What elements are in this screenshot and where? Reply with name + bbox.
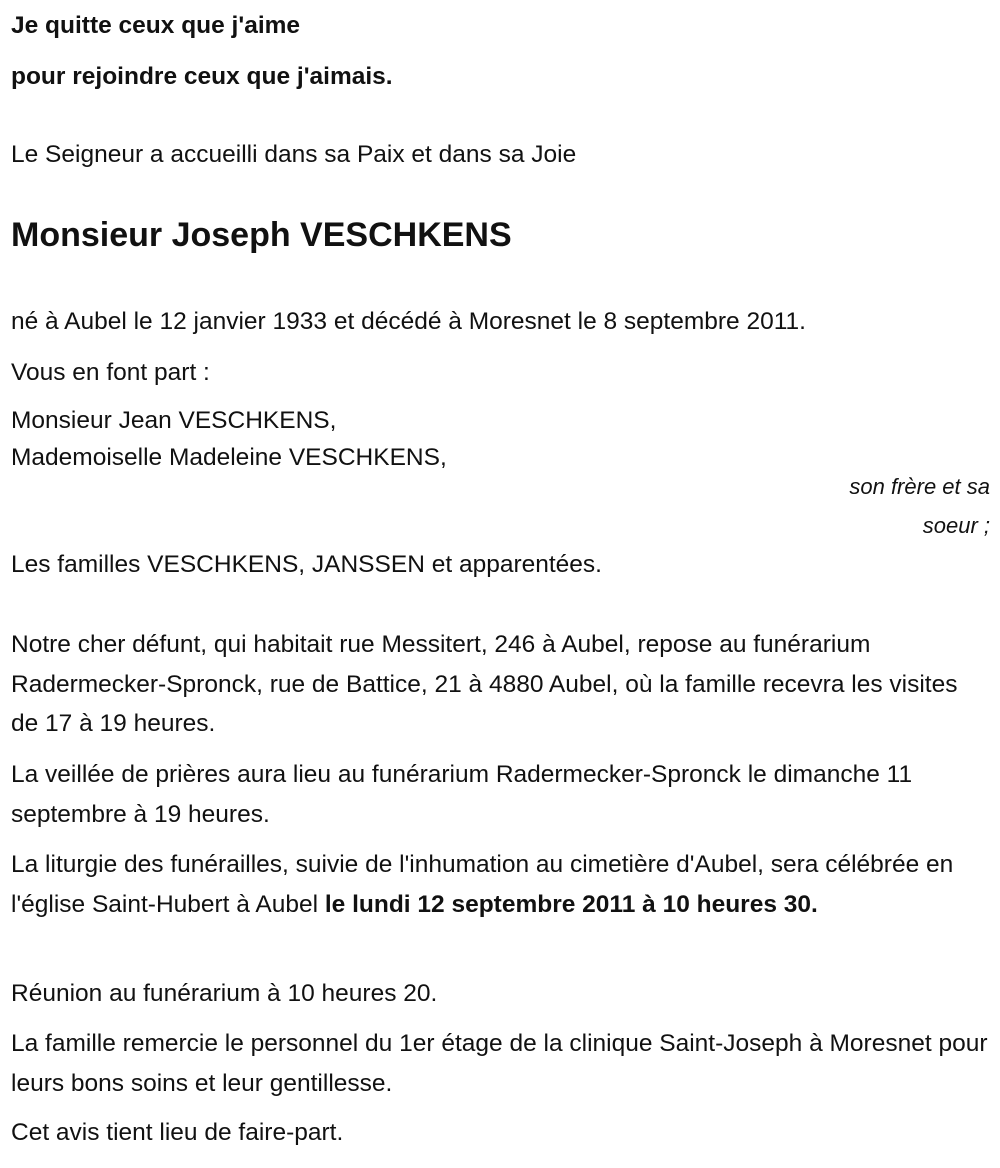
paragraph-meeting: Réunion au funérarium à 10 heures 20. xyxy=(11,980,438,1007)
paragraph-liturgy xyxy=(11,845,990,924)
paragraph-notice: Cet avis tient lieu de faire-part. xyxy=(11,1119,344,1146)
intro-text: Le Seigneur a accueilli dans sa Paix et dans sa Joie xyxy=(11,141,577,168)
paragraph-vigil: La veillée de prières aura lieu au funérarium Radermecker-Spronck le dimanche 11 septembre à 19 heures. xyxy=(11,761,913,828)
liturgy-text: La liturgie des funérailles, suivie de l'inhumation au cimetière d'Aubel, sera célébrée en l'église Saint-Hubert à Aubel xyxy=(11,851,954,918)
relation-text xyxy=(11,467,990,545)
relation-line-2: soeur ; xyxy=(922,513,990,538)
family-person-1: Monsieur Jean VESCHKENS, xyxy=(11,407,337,434)
paragraph-thanks: La famille remercie le personnel du 1er étage de la clinique Saint-Joseph à Moresnet pour leurs bons soins et leur gentillesse. xyxy=(11,1030,988,1097)
family-list xyxy=(11,402,990,476)
quote-line-1: Je quitte ceux que j'aime xyxy=(11,12,301,39)
paragraph-residence: Notre cher défunt, qui habitait rue Messitert, 246 à Aubel, repose au funérarium Radermecker-Spronck, rue de Battice, 21 à 4880 Aubel, où la famille recevra les visites de 17 à 19 heures. xyxy=(11,631,958,737)
family-person-2: Mademoiselle Madeleine VESCHKENS, xyxy=(11,444,447,471)
announce-text: Vous en font part : xyxy=(11,359,210,386)
families-text: Les familles VESCHKENS, JANSSEN et apparentées. xyxy=(11,551,602,578)
relation-line-1: son frère et sa xyxy=(849,474,990,499)
liturgy-date: le lundi 12 septembre 2011 à 10 heures 30. xyxy=(324,890,818,918)
quote-line-2: pour rejoindre ceux que j'aimais. xyxy=(11,63,393,90)
deceased-name: Monsieur Joseph VESCHKENS xyxy=(11,216,512,254)
birth-death-text: né à Aubel le 12 janvier 1933 et décédé à Moresnet le 8 septembre 2011. xyxy=(11,308,806,335)
